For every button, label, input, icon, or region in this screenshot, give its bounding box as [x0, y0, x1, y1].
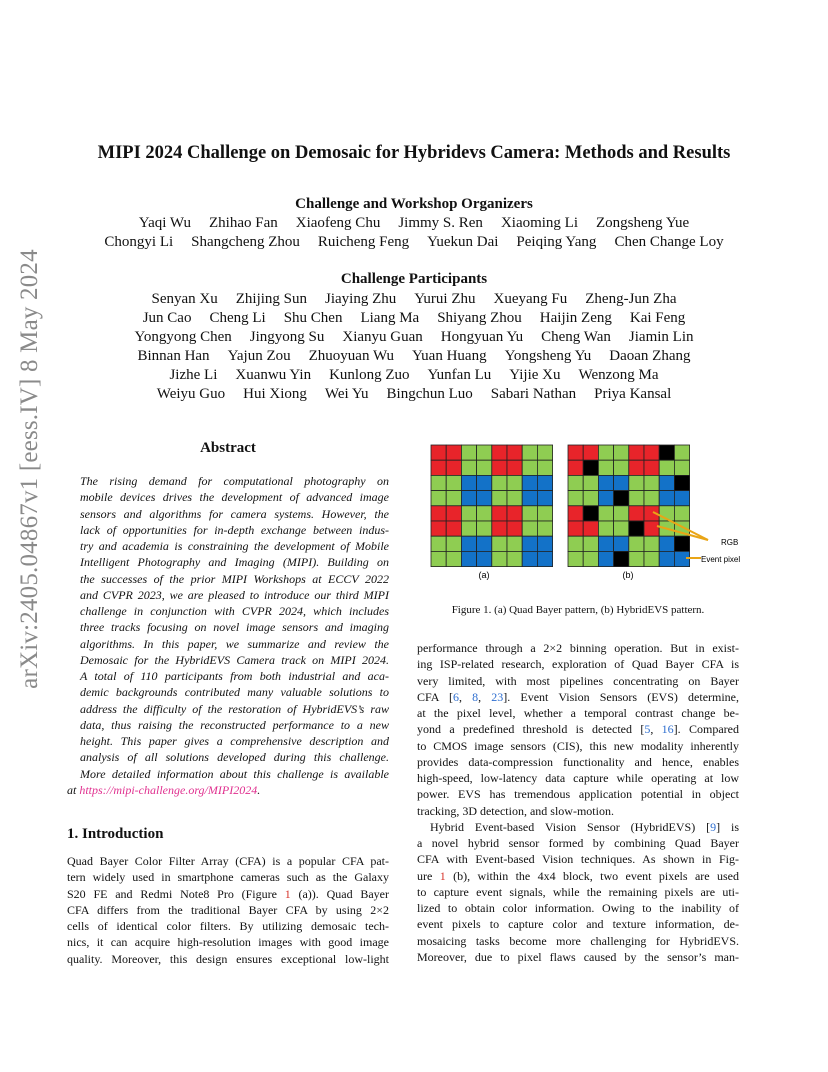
citation-link[interactable]: 16: [661, 722, 674, 737]
hybridevs-grid: [568, 445, 690, 567]
blue-pixel: [598, 475, 613, 490]
abstract-line: data, thus raising the reconstructed performance to a new: [80, 717, 389, 732]
blue-pixel: [477, 491, 492, 506]
red-pixel: [629, 460, 644, 475]
author-name: Zongsheng Yue: [596, 215, 690, 231]
green-pixel: [522, 521, 537, 536]
quad-bayer-grid: [431, 445, 553, 567]
author-name: Kai Feng: [629, 310, 686, 326]
paper-title: MIPI 2024 Challenge on Demosaic for Hybridevs Camera: Methods and Results: [97, 143, 731, 163]
figure-1: [425, 440, 745, 590]
event-pixel: [583, 506, 598, 521]
red-pixel: [446, 445, 461, 460]
green-pixel: [583, 475, 598, 490]
red-pixel: [446, 506, 461, 521]
author-name: Senyan Xu: [151, 291, 218, 307]
abstract-line: A total of 110 participants from both industrial and aca-: [80, 669, 389, 683]
body-text: (b), within the 4x4 block, two event pixels are used: [445, 868, 740, 883]
abstract-heading: Abstract: [200, 440, 256, 456]
red-pixel: [492, 506, 507, 521]
intro-line: tern widely used in smartphone cameras such as the Galaxy: [67, 870, 389, 885]
abstract-line: challenge in conjunction with CVPR 2024, which includes: [80, 604, 389, 618]
green-pixel: [477, 460, 492, 475]
green-pixel: [522, 460, 537, 475]
author-name: Yurui Zhu: [414, 291, 476, 307]
intro-line: [67, 886, 389, 902]
green-pixel: [537, 445, 552, 460]
author-name: Wenzong Ma: [578, 367, 659, 383]
body-line: tracking, 3D detection, and slow-motion.: [417, 803, 614, 818]
green-pixel: [644, 551, 659, 566]
green-pixel: [629, 491, 644, 506]
blue-pixel: [537, 536, 552, 551]
name-row: [60, 328, 768, 347]
green-pixel: [477, 506, 492, 521]
abstract-line: sensors and algorithms for camera systems. However, the: [80, 506, 389, 521]
author-name: Yuan Huang: [412, 348, 487, 364]
green-pixel: [568, 491, 583, 506]
blue-pixel: [659, 475, 674, 490]
green-pixel: [568, 536, 583, 551]
body-line: [417, 868, 739, 884]
red-pixel: [431, 521, 446, 536]
organizers-list: [60, 214, 768, 252]
abstract-last-suffix: .: [257, 783, 261, 797]
event-pixel: [614, 491, 629, 506]
abstract-line: demic backgrounds contributed many valuable solutions to: [80, 685, 389, 700]
name-row: [60, 290, 768, 309]
green-pixel: [614, 506, 629, 521]
green-pixel: [431, 551, 446, 566]
red-pixel: [431, 460, 446, 475]
author-name: Bingchun Luo: [386, 386, 473, 402]
green-pixel: [583, 551, 598, 566]
blue-pixel: [522, 491, 537, 506]
blue-pixel: [598, 551, 613, 566]
green-pixel: [583, 536, 598, 551]
body-text: ]. Event Vision Sensors (EVS) determine,: [503, 689, 740, 704]
green-pixel: [461, 445, 476, 460]
author-name: Yijie Xu: [509, 367, 561, 383]
green-pixel: [461, 506, 476, 521]
author-name: Xiaofeng Chu: [295, 215, 381, 231]
arxiv-stamp: [8, 249, 52, 689]
arxiv-stamp-text: arXiv:2405.04867v1 [eess.IV] 8 May 2024: [16, 249, 43, 689]
author-name: Liang Ma: [360, 310, 420, 326]
green-pixel: [629, 475, 644, 490]
red-pixel: [446, 521, 461, 536]
author-name: Daoan Zhang: [609, 348, 691, 364]
green-pixel: [492, 475, 507, 490]
name-row: [60, 309, 768, 328]
blue-pixel: [598, 536, 613, 551]
green-pixel: [446, 491, 461, 506]
author-name: Cheng Wan: [541, 329, 611, 345]
green-pixel: [674, 445, 689, 460]
body-line: to capture event signals, while the remaining pixels are uti-: [417, 884, 739, 899]
author-name: Yunfan Lu: [427, 367, 492, 383]
name-row: [60, 385, 768, 404]
intro-line: Quad Bayer Color Filter Array (CFA) is a popular CFA pat-: [67, 854, 389, 868]
abstract-line: lack of opportunities for in-depth exchange between indus-: [80, 522, 389, 537]
red-pixel: [568, 506, 583, 521]
author-name: Jingyong Su: [249, 329, 325, 345]
author-name: Chongyi Li: [104, 234, 174, 250]
event-pixel: [674, 536, 689, 551]
author-name: Kunlong Zuo: [329, 367, 410, 383]
blue-pixel: [537, 475, 552, 490]
blue-pixel: [461, 475, 476, 490]
green-pixel: [507, 536, 522, 551]
right-column-body: [417, 640, 739, 965]
red-pixel: [568, 521, 583, 536]
figure-1-graphic: [425, 440, 745, 590]
author-name: Yongsheng Yu: [504, 348, 592, 364]
red-pixel: [507, 445, 522, 460]
green-pixel: [431, 491, 446, 506]
event-pixel: [629, 521, 644, 536]
green-pixel: [507, 475, 522, 490]
participants-list: [60, 290, 768, 404]
author-name: Priya Kansal: [594, 386, 672, 402]
green-pixel: [537, 521, 552, 536]
legend-event-label: Event pixel: [701, 555, 741, 564]
figure-caption: Figure 1. (a) Quad Bayer pattern, (b) HybridEVS pattern.: [451, 604, 705, 616]
green-pixel: [461, 460, 476, 475]
body-line: lized to obtain color information. Owing to the inability of: [417, 901, 739, 915]
abstract-last-prefix: at: [67, 783, 80, 797]
author-name: Hongyuan Yu: [440, 329, 524, 345]
body-line: high-speed, low-latency data capture while operating at low: [417, 771, 739, 785]
green-pixel: [477, 445, 492, 460]
green-pixel: [598, 521, 613, 536]
green-pixel: [644, 536, 659, 551]
red-pixel: [583, 521, 598, 536]
author-name: Xianyu Guan: [342, 329, 423, 345]
abstract-line: algorithms. In this paper, we summarize and review the: [80, 636, 389, 651]
red-pixel: [583, 445, 598, 460]
author-name: Yongyong Chen: [134, 329, 232, 345]
body-line: mosaicing tasks become more challenging for HybridEVS.: [417, 933, 739, 948]
author-name: Shiyang Zhou: [437, 310, 522, 326]
body-line: CFA with Event-based Vision techniques. As shown in Fig-: [417, 852, 739, 867]
body-line: event pixels to capture color and texture information, de-: [417, 917, 739, 932]
red-pixel: [446, 460, 461, 475]
event-pixel: [674, 475, 689, 490]
body-line: a novel hybrid sensor formed by combining Quad Bayer: [417, 836, 739, 850]
author-name: Cheng Li: [209, 310, 266, 326]
author-name: Yuekun Dai: [427, 234, 499, 250]
body-text: ] is: [716, 819, 739, 834]
green-pixel: [446, 536, 461, 551]
blue-pixel: [537, 551, 552, 566]
red-pixel: [644, 460, 659, 475]
body-line: ing ISP-related research, exploration of Quad Bayer CFA is: [417, 657, 739, 672]
citation-link[interactable]: 6: [452, 689, 459, 704]
green-pixel: [568, 551, 583, 566]
event-pixel: [614, 551, 629, 566]
figure-label-b: (b): [622, 570, 634, 580]
intro-line: cells of identical color filters. By utilizing demosaic tech-: [67, 919, 389, 933]
figure-label-a: (a): [478, 570, 490, 580]
name-row: [60, 366, 768, 385]
body-line: provides data-compression functionality and hence, enables: [417, 754, 739, 769]
intro-body: [67, 853, 389, 967]
green-pixel: [674, 506, 689, 521]
challenge-link[interactable]: https://mipi-challenge.org/MIPI2024: [79, 783, 258, 797]
blue-pixel: [522, 536, 537, 551]
event-pixel: [583, 460, 598, 475]
abstract-line: The rising demand for computational photography on: [80, 474, 389, 488]
blue-pixel: [461, 491, 476, 506]
blue-pixel: [659, 536, 674, 551]
red-pixel: [507, 521, 522, 536]
participants-heading: Challenge Participants: [340, 271, 488, 287]
author-name: Chen Change Loy: [614, 234, 724, 250]
organizers-heading: Challenge and Workshop Organizers: [295, 196, 533, 212]
green-pixel: [492, 491, 507, 506]
intro-text: (a)). Quad Bayer: [290, 886, 389, 901]
red-pixel: [568, 460, 583, 475]
author-name: Yajun Zou: [227, 348, 291, 364]
green-pixel: [614, 521, 629, 536]
green-pixel: [446, 475, 461, 490]
red-pixel: [492, 460, 507, 475]
blue-pixel: [674, 491, 689, 506]
figure-ref-link[interactable]: 1: [439, 868, 446, 883]
red-pixel: [629, 506, 644, 521]
green-pixel: [492, 551, 507, 566]
abstract-line: Intelligent Photography and Imaging (MIPI). Building on: [80, 555, 389, 570]
blue-pixel: [614, 475, 629, 490]
green-pixel: [537, 506, 552, 521]
green-pixel: [461, 521, 476, 536]
name-row: [60, 214, 768, 233]
abstract-line: three tracks focusing on novel image sensors and imaging: [80, 620, 389, 635]
abstract-line: the successes of the prior MIPI Workshops at ECCV 2022: [80, 571, 389, 586]
body-line: at the pixel level, whether a temporal contrast change be-: [417, 706, 739, 720]
author-name: Jizhe Li: [169, 367, 218, 383]
green-pixel: [446, 551, 461, 566]
green-pixel: [507, 551, 522, 566]
body-text: yond a predefined threshold is detected [: [417, 722, 645, 737]
green-pixel: [659, 460, 674, 475]
red-pixel: [431, 506, 446, 521]
intro-text: S20 FE and Redmi Note8 Pro (Figure: [67, 886, 285, 901]
author-name: Hui Xiong: [243, 386, 307, 402]
author-name: Zhijing Sun: [235, 291, 308, 307]
abstract-line: analysis of all solutions developed during this challenge.: [80, 750, 389, 765]
blue-pixel: [477, 475, 492, 490]
body-line: power. EVS has tremendous application potential in object: [417, 787, 739, 802]
intro-line: quality. Moreover, this design ensures exceptional low-light: [67, 951, 389, 966]
author-name: Peiqing Yang: [516, 234, 597, 250]
blue-pixel: [461, 536, 476, 551]
abstract-line: and CVPR 2023, we are pleased to introduce our third MIPI: [80, 587, 389, 602]
body-line: very limited, with most pipelines concentrating on Bayer: [417, 673, 739, 688]
blue-pixel: [598, 491, 613, 506]
green-pixel: [614, 445, 629, 460]
green-pixel: [568, 475, 583, 490]
red-pixel: [507, 460, 522, 475]
blue-pixel: [477, 536, 492, 551]
abstract-line: try and academia is constraining the development of Mobile: [80, 539, 389, 553]
citation-link[interactable]: 23: [491, 689, 504, 704]
citation-link[interactable]: 5: [644, 722, 651, 737]
green-pixel: [674, 460, 689, 475]
author-name: Binnan Han: [137, 348, 210, 364]
blue-pixel: [614, 536, 629, 551]
body-line: Moreover, due to pixel flaws caused by the sensor’s man-: [417, 949, 739, 964]
abstract-body: [67, 473, 389, 782]
body-text: ure: [417, 868, 440, 883]
green-pixel: [431, 536, 446, 551]
blue-pixel: [461, 551, 476, 566]
legend-rgb-label: RGB: [721, 538, 739, 547]
citation-link[interactable]: 9: [710, 819, 717, 834]
green-pixel: [431, 475, 446, 490]
author-name: Ruicheng Feng: [317, 234, 410, 250]
author-name: Zhuoyuan Wu: [308, 348, 394, 364]
red-pixel: [492, 445, 507, 460]
author-name: Jiaying Zhu: [325, 291, 397, 307]
body-line: [417, 819, 739, 835]
blue-pixel: [659, 551, 674, 566]
body-line: to CMOS image sensors (CIS), this new modality inherently: [417, 738, 739, 753]
green-pixel: [598, 445, 613, 460]
red-pixel: [644, 521, 659, 536]
body-text: Hybrid Event-based Vision Sensor (HybridEVS) [: [430, 819, 711, 834]
author-name: Shangcheng Zhou: [191, 234, 300, 250]
blue-pixel: [522, 475, 537, 490]
blue-pixel: [477, 551, 492, 566]
green-pixel: [522, 445, 537, 460]
body-text: CFA [: [417, 689, 453, 704]
body-line: performance through a 2×2 binning operation. But in exist-: [417, 641, 739, 655]
green-pixel: [583, 491, 598, 506]
author-name: Jimmy S. Ren: [398, 215, 483, 231]
author-name: Zheng-Jun Zha: [585, 291, 677, 307]
figure-ref-link[interactable]: 1: [284, 886, 291, 901]
blue-pixel: [537, 491, 552, 506]
author-name: Xiaoming Li: [500, 215, 579, 231]
name-row: [60, 233, 768, 252]
green-pixel: [507, 491, 522, 506]
abstract-line: Demosaic for the HybridEVS Camera track on MIPI 2024.: [80, 652, 389, 667]
author-name: Zhihao Fan: [209, 215, 278, 231]
author-name: Shu Chen: [283, 310, 343, 326]
author-name: Jiamin Lin: [628, 329, 694, 345]
intro-heading: 1. Introduction: [67, 826, 164, 842]
author-name: Wei Yu: [324, 386, 369, 402]
green-pixel: [629, 536, 644, 551]
red-pixel: [644, 445, 659, 460]
event-pixel: [659, 445, 674, 460]
author-name: Xueyang Fu: [493, 291, 568, 307]
body-line: yond a predefined threshold is detected [5, 16]. Compared: [417, 722, 739, 737]
green-pixel: [644, 491, 659, 506]
green-pixel: [537, 460, 552, 475]
green-pixel: [629, 551, 644, 566]
green-pixel: [644, 475, 659, 490]
abstract-line: mobile devices drives the development of advanced image: [80, 490, 389, 505]
red-pixel: [507, 506, 522, 521]
body-line: CFA [6, 8, 23]. Event Vision Sensors (EVS) determine,: [417, 689, 740, 704]
blue-pixel: [522, 551, 537, 566]
green-pixel: [614, 460, 629, 475]
blue-pixel: [659, 491, 674, 506]
red-pixel: [568, 445, 583, 460]
red-pixel: [629, 445, 644, 460]
body-text: ]. Compared: [673, 722, 739, 737]
green-pixel: [522, 506, 537, 521]
author-name: Haijin Zeng: [539, 310, 612, 326]
author-name: Xuanwu Yin: [235, 367, 312, 383]
red-pixel: [492, 521, 507, 536]
author-name: Yaqi Wu: [138, 215, 191, 231]
abstract-line: More detailed information about this challenge is available: [80, 766, 389, 781]
abstract-last-line: [67, 782, 389, 798]
green-pixel: [492, 536, 507, 551]
green-pixel: [477, 521, 492, 536]
green-pixel: [598, 460, 613, 475]
green-pixel: [598, 506, 613, 521]
abstract-line: address the difficulty of the restoration of HybridEVS’s raw: [80, 701, 389, 716]
intro-line: nics, it can acquire high-resolution images with good image: [67, 935, 389, 950]
author-name: Weiyu Guo: [156, 386, 226, 402]
red-pixel: [431, 445, 446, 460]
name-row: [60, 347, 768, 366]
citation-link[interactable]: 8: [472, 689, 479, 704]
intro-line: CFA differs from the traditional Bayer CFA by using 2×2: [67, 902, 389, 917]
author-name: Sabari Nathan: [490, 386, 577, 402]
author-name: Jun Cao: [142, 310, 192, 326]
abstract-line: height. This paper gives a comprehensive description and: [80, 734, 389, 748]
